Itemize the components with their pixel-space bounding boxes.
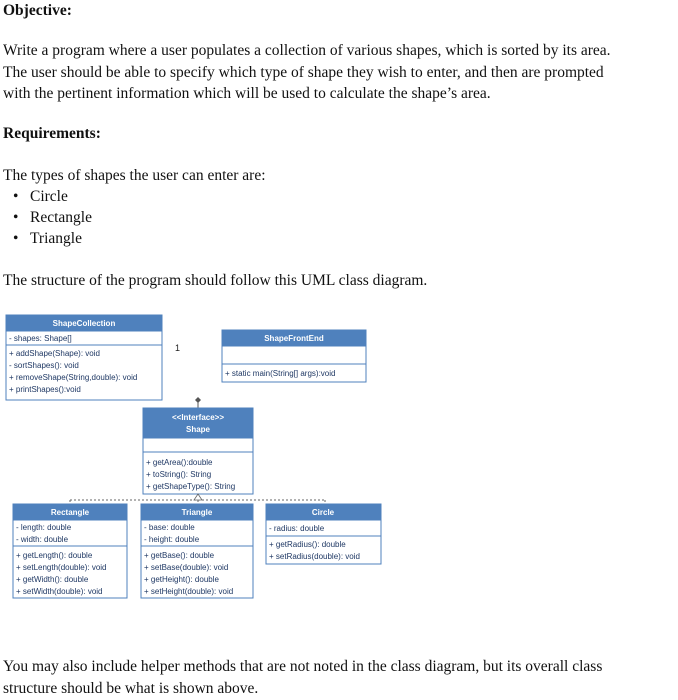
shape-collection-method: + removeShape(String,double): void (9, 373, 138, 382)
circle-method: + getRadius(): double (269, 540, 346, 549)
rectangle-attr: - width: double (16, 535, 69, 544)
circle-method: + setRadius(double): void (269, 552, 360, 561)
shape-front-end-method: + static main(String[] args):void (225, 369, 336, 378)
shape-collection-class (6, 315, 162, 400)
footer-line-1: You may also include helper methods that are not noted in the class diagram, but its overall class (3, 658, 603, 675)
interface-method: + getShapeType(): String (146, 482, 236, 491)
interface-stereotype: <<Interface>> (171, 413, 225, 422)
shape-collection-name: ShapeCollection (52, 319, 116, 328)
objective-line-2: The user should be able to specify which type of shape they wish to enter, and then are prompted (3, 64, 604, 81)
interface-name: Shape (185, 425, 211, 434)
interface-method: + getArea():double (146, 458, 213, 467)
triangle-method: + getHeight(): double (144, 575, 219, 584)
triangle-method: + setHeight(double): void (144, 587, 234, 596)
structure-text: The structure of the program should follow this UML class diagram. (3, 272, 428, 289)
circle-class (266, 504, 381, 564)
triangle-attr: - base: double (144, 523, 195, 532)
shape-front-end-class (222, 330, 366, 382)
shape-front-end-name: ShapeFrontEnd (264, 334, 324, 343)
rectangle-class (13, 504, 127, 598)
requirements-heading: Requirements: (3, 125, 101, 142)
triangle-method: + getBase(): double (144, 551, 215, 560)
objective-line-1: Write a program where a user populates a collection of various shapes, which is sorted by its area. (3, 42, 611, 59)
triangle-class (141, 504, 253, 598)
shape-collection-method: + printShapes():void (9, 385, 81, 394)
triangle-name: Triangle (181, 508, 213, 517)
realization-arrowhead (194, 494, 202, 500)
rectangle-attr: - length: double (16, 523, 72, 532)
rectangle-name: Rectangle (50, 508, 90, 517)
triangle-attr: - height: double (144, 535, 200, 544)
shape-collection-attr: - shapes: Shape[] (9, 334, 72, 343)
rectangle-method: + getWidth(): double (16, 575, 89, 584)
multiplicity-label: 1 (175, 343, 181, 353)
circle-name: Circle (311, 508, 335, 517)
rectangle-method: + setWidth(double): void (16, 587, 103, 596)
footer-line-2: structure should be what is shown above. (3, 680, 259, 697)
circle-attr: - radius: double (269, 524, 325, 533)
requirements-intro: The types of shapes the user can enter are: (3, 167, 266, 184)
triangle-method: + setBase(double): void (144, 563, 229, 572)
shape-collection-method: + addShape(Shape): void (9, 349, 100, 358)
rectangle-method: + getLength(): double (16, 551, 93, 560)
shape-collection-method: - sortShapes(): void (9, 361, 79, 370)
rectangle-method: + setLength(double): void (16, 563, 107, 572)
list-item: • Rectangle (13, 209, 92, 226)
objective-heading: Objective: (3, 2, 72, 19)
objective-line-3: with the pertinent information which will be used to calculate the shape’s area. (3, 85, 491, 102)
shape-interface (143, 408, 253, 494)
aggregation-diamond (195, 397, 201, 403)
interface-method: + toString(): String (146, 470, 212, 479)
list-item: • Triangle (13, 230, 82, 247)
list-item: • Circle (13, 188, 68, 205)
